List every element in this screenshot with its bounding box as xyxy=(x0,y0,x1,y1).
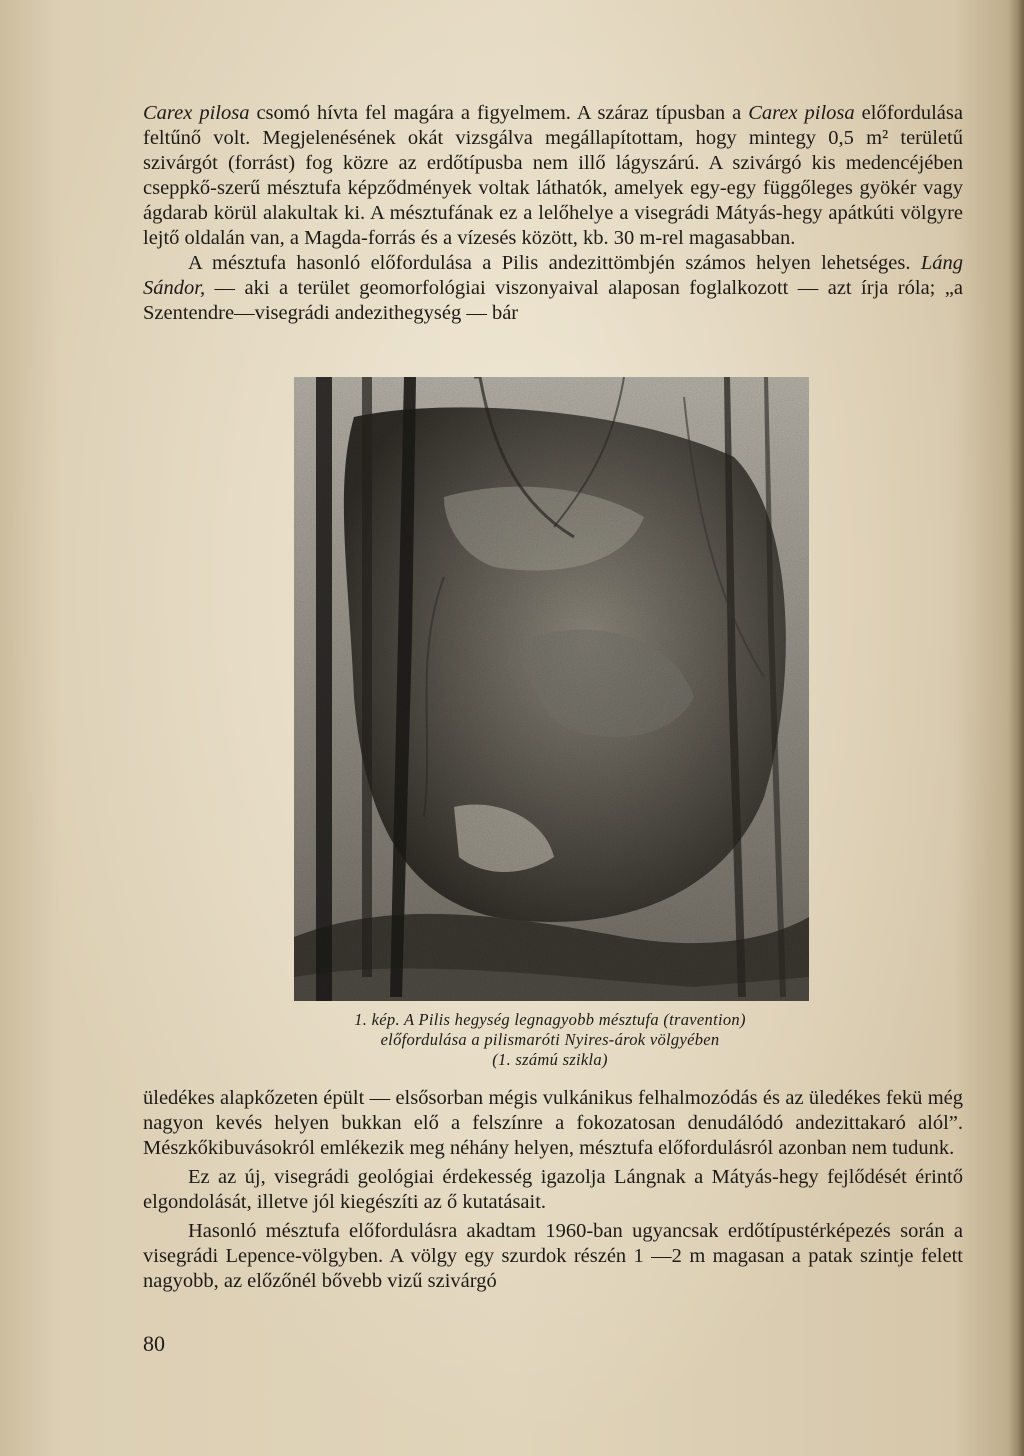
text-run: Hasonló mésztufa előfordulásra akadtam 1960-ban ugyancsak erdőtípustérképezés során a visegrádi Lepence-völgyben. A völgy egy szurdok részén 1 —2 m magasan a patak szintje felett nagyobb, az előzőnél bővebb vizű szivárgó xyxy=(143,1220,963,1292)
figure-caption xyxy=(230,1010,870,1070)
paragraph xyxy=(143,1165,963,1215)
caption-line: 1. kép. A Pilis hegység legnagyobb mésztufa (travention) xyxy=(354,1010,746,1029)
photo-illustration xyxy=(294,377,809,1001)
page-number: 80 xyxy=(143,1331,165,1356)
italic-text-run: Carex pilosa xyxy=(143,102,250,124)
text-run: üledékes alapkőzeten épült — elsősorban mégis vulkánikus felhalmozódás és az üledékes fekü még nagyon kevés helyen bukkan elő a felszínre a fokozatosan denudálódó andezittakaró alól”. Mészkőkibuvásokról emlékezik meg néhány helyen, mésztufa előfordulásról azonban nem tudunk. xyxy=(143,1087,963,1159)
text-run: Ez az új, visegrádi geológiai érdekesség igazolja Lángnak a Mátyás-hegy fejlődését érintő elgondolását, illetve jól kiegészíti az ő kutatásait. xyxy=(143,1166,963,1213)
paragraph xyxy=(143,251,963,326)
forest-rock-photo xyxy=(294,377,809,1001)
text-run: — aki a terület geomorfológiai viszonyaival alaposan foglalkozott — azt írja róla; „a Szentendre—visegrádi andezithegység — bár xyxy=(143,277,963,324)
text-run: A mésztufa hasonló előfordulása a Pilis andezittömbjén számos helyen lehetséges. xyxy=(188,252,921,274)
caption-line: előfordulása a pilismaróti Nyires-árok völgyében xyxy=(380,1030,720,1049)
page-edge-shadow xyxy=(1008,0,1024,1456)
caption-line: (1. számú szikla) xyxy=(492,1050,608,1069)
text-run: csomó hívta fel magára a figyelmem. A száraz típusban a xyxy=(249,102,749,124)
italic-text-run: Láng Sándor, xyxy=(143,252,963,299)
text-run: előfordulása feltűnő volt. Megjelenésének okát vizsgálva megállapítottam, hogy mintegy 0,5 m² területű szivárgót (forrást) fog közre az erdőtípusba nem illő lágyszárú. A szivárgó kis medencéjében cseppkő-szerű mésztufa képződmények voltak láthatók, amelyek egy-egy függőleges gyökér vagy ágdarab körül alakultak ki. A mésztufának ez a lelőhelye a visegrádi Mátyás-hegy apátkúti völgyre lejtő oldalán van, a Magda-forrás és a vízesés között, kb. 30 m-rel magasabban. xyxy=(143,102,963,249)
body-text-bottom xyxy=(143,1086,963,1294)
body-text-top xyxy=(143,101,963,326)
paragraph xyxy=(143,1219,963,1294)
paragraph xyxy=(143,101,963,251)
italic-text-run: Carex pilosa xyxy=(748,102,855,124)
paragraph xyxy=(143,1086,963,1161)
